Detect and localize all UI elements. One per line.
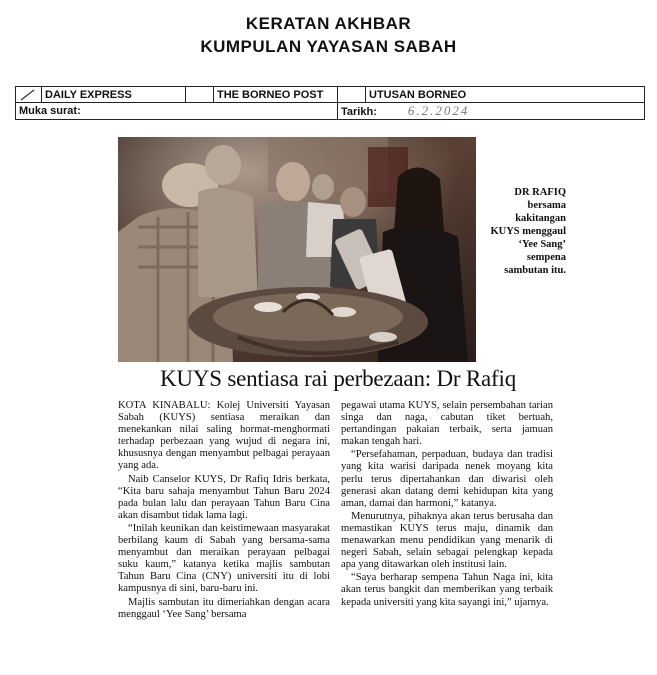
article-headline: KUYS sentiasa rai perbezaan: Dr Rafiq [160, 366, 516, 391]
checkbox-borneo-post[interactable] [186, 87, 214, 103]
checkbox-utusan-borneo[interactable] [338, 87, 366, 103]
organization-title: KUMPULAN YAYASAN SABAH [200, 37, 457, 56]
clipping-form [15, 86, 645, 120]
paragraph: “Saya berharap sempena Tahun Naga ini, kita akan terus bangkit dan memberikan yang terbaik kepada universiti yang kita sayangi ini,” ujarnya. [341, 572, 553, 608]
paragraph: KOTA KINABALU: Kolej Universiti Yayasan Sabah (KUYS) sentiasa meraikan dan menekankan nilai saling hormat-menghormati terhadap perbezaan yang wujud di negara ini, khususnya dengan menyambut pelbagai perayaan yang ada. [118, 400, 330, 472]
photo-caption [486, 186, 566, 277]
paragraph: “Persefahaman, perpaduan, budaya dan tradisi yang kita warisi daripada nenek moyang kita perlu terus dipertahankan dan diwarisi oleh generasi akan datang demi kehidupan kita yang aman, damai dan harmoni,” katanya. [341, 449, 553, 509]
page-field [16, 103, 338, 120]
checkbox-daily-express[interactable] [16, 87, 42, 103]
paragraph: “Inilah keunikan dan keistimewaan masyarakat berbilang kaum di Sabah yang bersama-sama menyambut dan meraikan perayaan pelbagai suku kaum,” katanya ketika majlis sambutan Tahun Baru Cina (CNY) universiti itu di lobi kampusnya di sini, baru-baru ini. [118, 522, 330, 595]
paragraph: Menurutnya, pihaknya akan terus berusaha dan memastikan KUYS terus maju, dinamik dan menawarkan menu pendidikan yang menarik di negeri Sabah, selain sebagai pelengkap kepada apa yang ditawarkan oleh institusi lain. [341, 510, 553, 571]
news-photo [118, 137, 476, 362]
paper-borneo-post: THE BORNEO POST [214, 87, 338, 103]
paragraph: pegawai utama KUYS, selain persembahan tarian singa dan naga, cabutan tiket bertuah, pertandingan pakaian terbaik, serta jamuan makan tengah hari. [341, 400, 553, 448]
page-label: Muka surat: [19, 105, 81, 117]
date-field [338, 103, 645, 120]
paper-utusan-borneo: UTUSAN BORNEO [366, 87, 645, 103]
event-photo-illustration [118, 137, 476, 362]
paragraph: Naib Canselor KUYS, Dr Rafiq Idris berkata, “Kita baru sahaja menyambut Tahun Baru 2024 pada bulan lalu dan perayaan Tahun Baru Cina akan disambut tidak lama lagi. [118, 473, 330, 521]
caption-name: DR RAFIQ [514, 187, 566, 198]
clipping-title: KERATAN AKHBAR [245, 14, 412, 33]
caption-text: bersama kakitangan KUYS menggaul ‘Yee Sang’ sempena sambutan itu. [490, 200, 566, 276]
article-column-1 [118, 400, 330, 622]
paragraph: Majlis sambutan itu dimeriahkan dengan acara menggaul ‘Yee Sang’ bersama [118, 596, 330, 620]
check-mark-icon [20, 89, 36, 101]
date-label: Tarikh: [341, 106, 377, 118]
paper-daily-express: DAILY EXPRESS [42, 87, 186, 103]
article-column-2 [341, 400, 553, 610]
date-value: 6.2.2024 [407, 103, 470, 118]
